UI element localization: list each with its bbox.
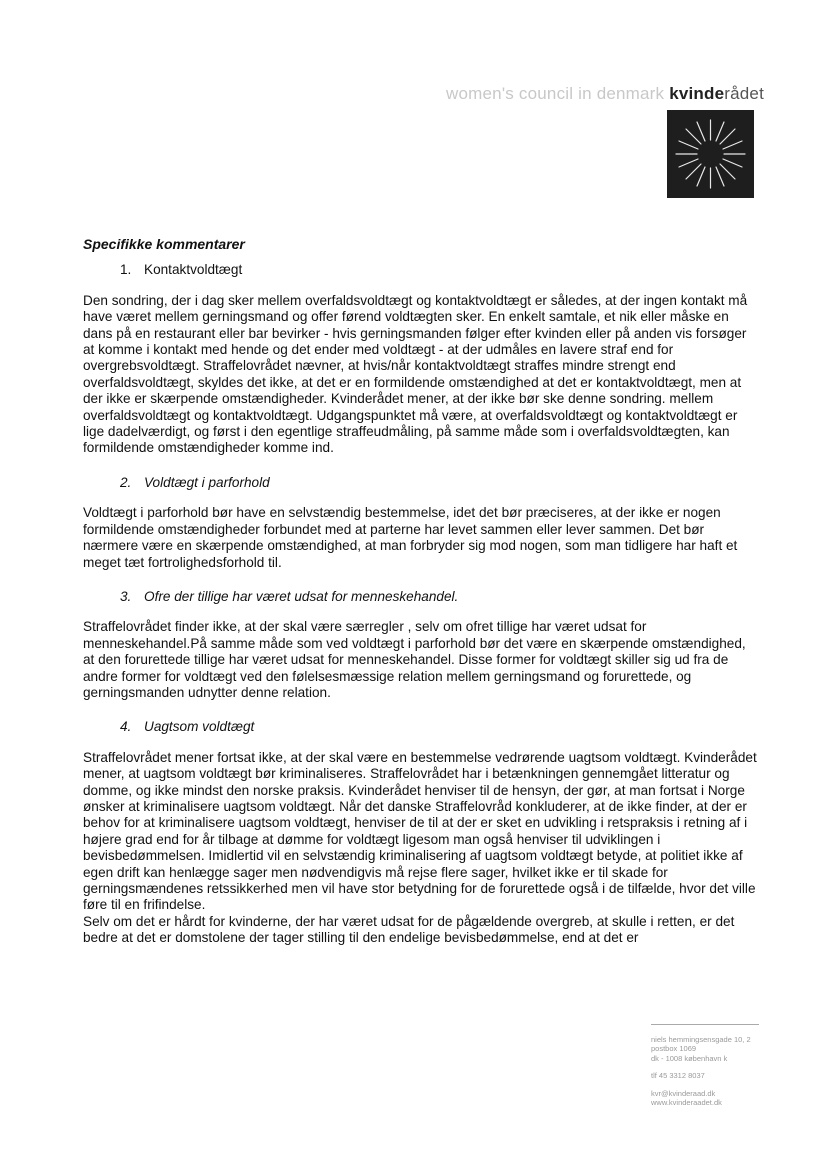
section-title: Voldtægt i parforhold [144, 474, 270, 490]
section-1-paragraph: Den sondring, der i dag sker mellem overfaldsvoldtægt og kontaktvoldtægt er således, at der ingen kontakt må have været mellem gerningsmand og offer førend voldtægten sker. En enkelt samtale, et nik eller måske en dans på en restaurant eller bar bevirker - hvis gerningsmanden følger efter kvinden eller på anden vis forsøger at komme i kontakt med hende og det ender med voldtægt - at der udmåles en lavere straf end for overgrebsvoldtægt. Straffelovrådet nævner, at hvis/når kontaktvoldtægt straffes mindre strengt end overfaldsvoldtægt, skyldes det ikke, at det er en formildende omstændighed at det er kontaktvoldtægt, men at der ikke er skærpende omstændigheder. Kvinderådet mener, at der ikke bør ske denne sondring. mellem overfaldsvoldtægt og kontaktvoldtægt. Udgangspunktet må være, at overfaldsvoldtægt og kontaktvoldtægt er lige dadelværdigt, og først i den egentlige straffeudmåling, på samme måde som i overfaldsvoldtægten, kan formildende omstændigheder komme ind. [83, 292, 748, 456]
document-body [83, 236, 758, 947]
footer-website[interactable]: www.kvinderaadet.dk [651, 1098, 722, 1108]
section-number: 4. [120, 719, 132, 735]
address-footer [651, 1024, 761, 1107]
footer-address-line-1: niels hemmingsensgade 10, 2 [651, 1035, 751, 1044]
brand-name-light: rådet [724, 84, 764, 103]
section-title: Kontaktvoldtægt [144, 262, 243, 278]
section-title: Ofre der tillige har været udsat for menneskehandel. [144, 588, 459, 604]
section-4-paragraph-continued: Selv om det er hårdt for kvinderne, der har været udsat for de pågældende overgreb, at skulle i retten, er det bedre at det er domstolene der tager stilling til den endelige bevisbedømmelse, end at det er [83, 913, 735, 946]
header-tagline: women's council in denmark [446, 84, 665, 103]
document-title: Specifikke kommentarer [83, 236, 245, 252]
section-title: Uagtsom voldtægt [144, 719, 255, 735]
section-3-heading [120, 589, 758, 605]
section-number: 2. [120, 474, 132, 490]
section-2-heading [120, 475, 758, 491]
section-4-heading [120, 719, 758, 735]
section-1-heading [120, 262, 758, 278]
section-2-paragraph: Voldtægt i parforhold bør have en selvstændig bestemmelse, idet det bør præciseres, at der ikke er nogen formildende omstændigheder forbundet med at parterne har levet sammen eller lever sammen. Det bør nærmere være en skærpende omstændighed, at man forbryder sig mod nogen, som man tidligere har haft et meget tæt fortrolighedsforhold til. [83, 505, 738, 570]
header-brand-line [446, 84, 764, 104]
sunburst-logo-graphic [667, 110, 754, 198]
footer-phone: tlf 45 3312 8037 [651, 1071, 705, 1081]
section-4-paragraph: Straffelovrådet mener fortsat ikke, at der skal være en bestemmelse vedrørende uagtsom voldtægt. Kvinderådet mener, at uagtsom voldtægt bør kriminaliseres. Straffelovrådet har i betænkningen gennemgået litteratur og domme, og ikke mindst den norske praksis. Kvinderådet henviser til de hensyn, der gør, at man fortsat i Norge ønsker at kriminalisere uagtsom voldtægt. Når det danske Straffelovråd konkluderer, at de ikke finder, at der er behov for at kriminalisere uagtsom voldtægt, henviser de til at der er sket en udvikling i retspraksis i retning af i højere grad end for år tilbage at dømme for voldtægt ligesom man også henviser til udviklingen i bevisbedømmelsen. Imidlertid vil en selvstændig kriminalisering af uagtsom voldtægt betyde, at politiet ikke af egen drift kan henlægge sager men nødvendigvis må rejse flere sager, hvilket ikke er til skade for gerningsmændenes retssikkerhed men vil have stor betydning for de forurettede også i de tilfælde, hvor det ville føre til en frifindelse. [83, 749, 757, 913]
footer-address-line-3: dk - 1008 københavn k [651, 1053, 728, 1063]
sunburst-logo-icon [667, 110, 754, 198]
footer-divider [651, 1024, 759, 1025]
section-3-paragraph: Straffelovrådet finder ikke, at der skal være særregler , selv om ofret tillige har været udsat for menneskehandel.På samme måde som ved voldtægt i parforhold bør det være en skærpende omstændighed, at den forurettede tillige har været udsat for menneskehandel. Disse former for voldtægt skiller sig ud fra de andre former for voldtægt ved den følelsesmæssige relation mellem gerningsmand og forurettede, og gerningsmanden udnytter denne relation. [83, 619, 746, 700]
section-number: 1. [120, 262, 132, 278]
brand-name-bold: kvinde [669, 84, 725, 103]
footer-email[interactable]: kvr@kvinderaad.dk [651, 1088, 716, 1098]
footer-address-line-2: postbox 1069 [651, 1044, 697, 1054]
section-number: 3. [120, 588, 132, 604]
